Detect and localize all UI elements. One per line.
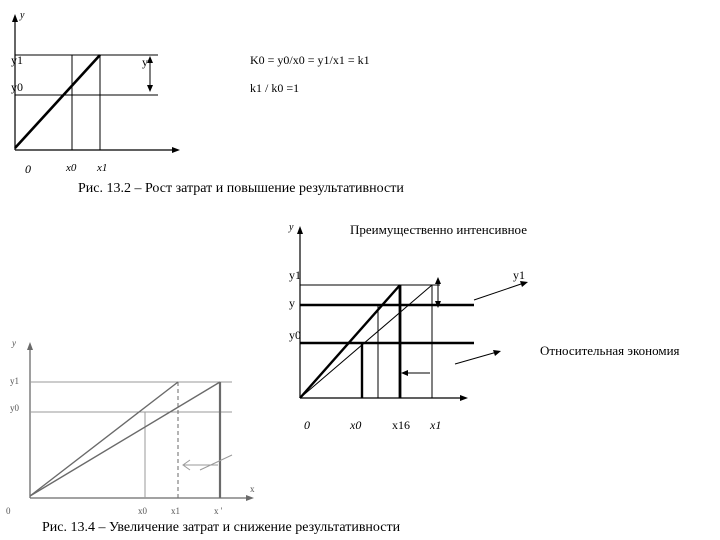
fig1-y0-label: y0: [11, 80, 23, 94]
fig1-y-axis-label: y: [20, 10, 25, 21]
fig2-y1-label: y1: [289, 268, 301, 282]
fig1-caption: Рис. 13.2 – Рост затрат и повышение результативности: [78, 181, 404, 196]
fig1-x0-label: x0: [66, 162, 77, 174]
fig2-origin-label: 0: [304, 418, 310, 432]
fig2-y0-label: y0: [289, 328, 301, 342]
fig1-origin-label: 0: [25, 162, 31, 176]
fig2-title: Преимущественно интенсивное: [350, 222, 527, 237]
fig1-y-side-label: y: [142, 55, 148, 69]
fig2-y-axis-label: y: [289, 222, 294, 233]
fig3-y1-label: y1: [10, 376, 19, 386]
fig2-x0-label: x0: [350, 418, 362, 432]
fig3-ratio-line-a: [30, 382, 178, 496]
fig1-x1-label: x1: [97, 162, 108, 174]
fig2-y-side-label: y1: [513, 268, 525, 282]
fig3-caption: Рис. 13.4 – Увеличение затрат и снижение результативности: [42, 520, 401, 535]
fig2-annotation: Относительная экономия: [540, 343, 680, 358]
fig1-formula-2: k1 / k0 =1: [250, 81, 300, 95]
fig3-x-axis-label: x: [250, 484, 255, 494]
fig3-xprime-label: x ': [214, 506, 223, 516]
fig2-y-label: y: [289, 296, 295, 310]
fig3-x1-label: x1: [171, 506, 180, 516]
fig1-formula-1: K0 = y0/x0 = y1/x1 = k1: [250, 53, 370, 67]
fig3-ratio-line-b: [30, 382, 220, 496]
fig1-y1-label: y1: [11, 53, 23, 67]
fig3-y-axis-label: y: [12, 338, 16, 348]
fig3-pointer: [200, 455, 232, 470]
fig3-x0-label: x0: [138, 506, 147, 516]
fig2-x16-label: x16: [392, 418, 410, 432]
fig2-x1-label: x1: [430, 418, 442, 432]
fig3-origin-label: 0: [6, 506, 11, 516]
fig3-y0-label: y0: [10, 403, 19, 413]
